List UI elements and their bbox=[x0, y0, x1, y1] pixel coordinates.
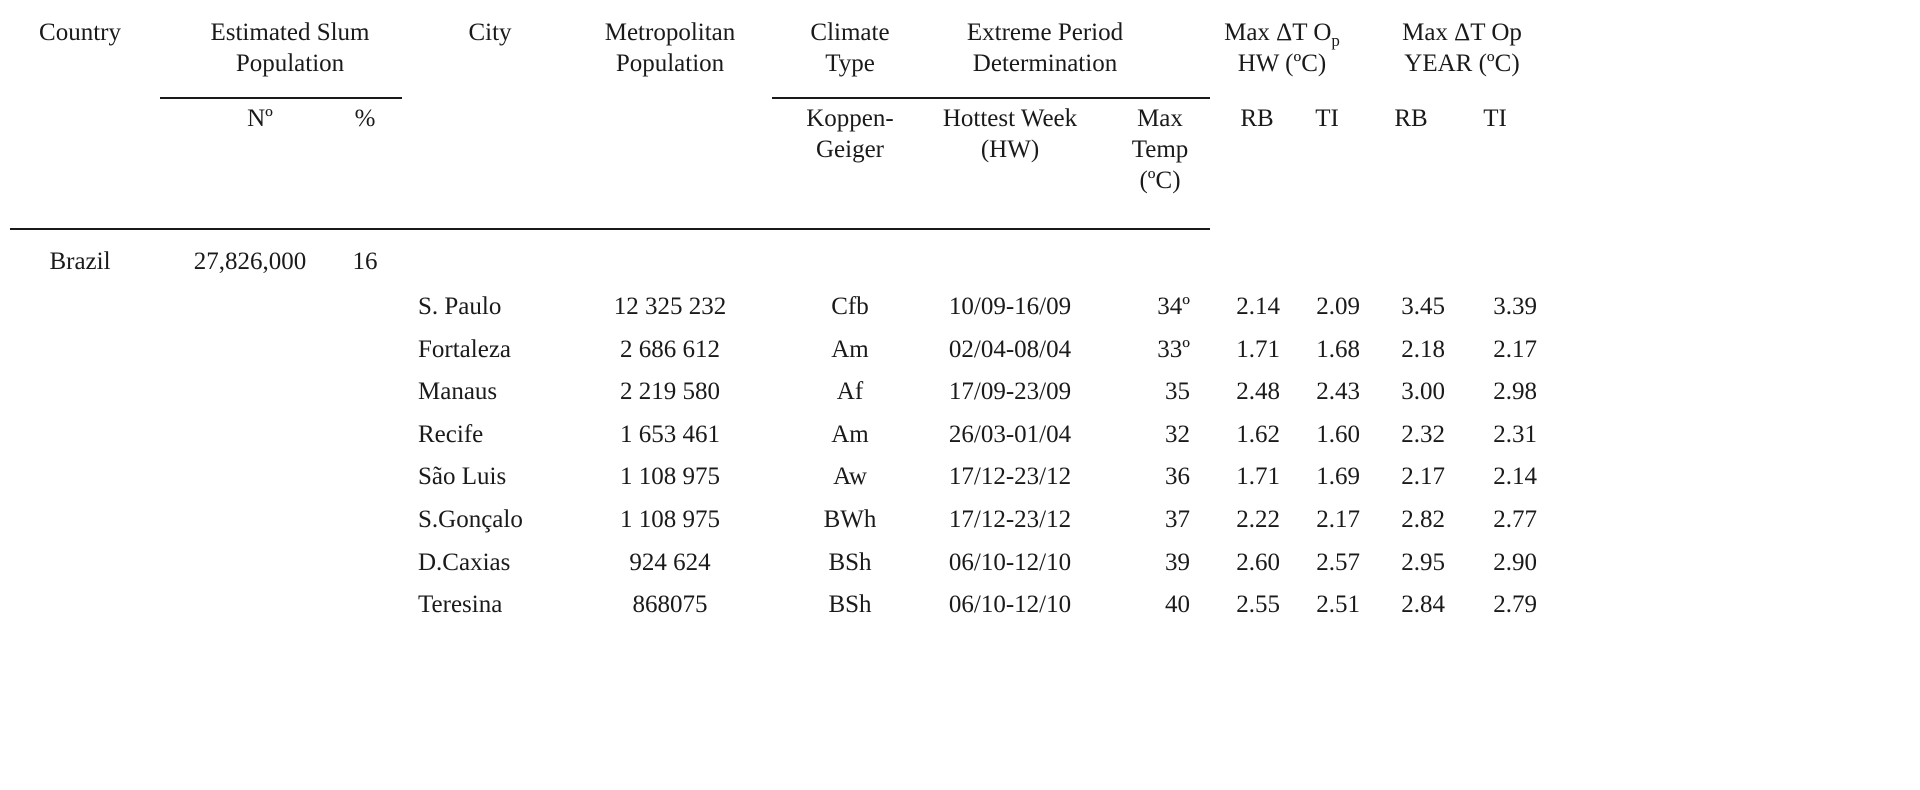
hottest-week: 26/03-01/04 bbox=[948, 421, 1072, 448]
year-ti-value: 2.77 bbox=[1493, 506, 1537, 533]
subheader-max-temp-line2: Temp bbox=[1131, 136, 1189, 163]
year-rb-value: 2.84 bbox=[1401, 591, 1445, 618]
metro-population: 2 219 580 bbox=[620, 378, 720, 405]
city-name: S. Paulo bbox=[418, 293, 502, 320]
subheader-year-ti bbox=[1460, 103, 1530, 134]
header-metro-population bbox=[580, 17, 760, 79]
subheader-number-text: Nº bbox=[247, 105, 273, 132]
hw-rb-value: 1.71 bbox=[1236, 336, 1280, 363]
rule-slum-population bbox=[160, 97, 402, 99]
year-ti-value: 2.31 bbox=[1493, 421, 1537, 448]
year-rb-value: 3.00 bbox=[1401, 378, 1445, 405]
subheader-percent bbox=[340, 103, 390, 134]
year-rb-value: 2.18 bbox=[1401, 336, 1445, 363]
max-temp: 40 bbox=[1165, 591, 1190, 618]
slum-number: 27,826,000 bbox=[193, 248, 307, 275]
subheader-koppen bbox=[775, 103, 925, 165]
header-max-dt-hw-subscript: p bbox=[1331, 31, 1340, 50]
header-max-dt-year bbox=[1372, 17, 1552, 79]
subheader-hw-rb-text: RB bbox=[1240, 105, 1274, 132]
hw-rb-value: 1.62 bbox=[1236, 421, 1280, 448]
header-country bbox=[20, 17, 140, 48]
year-rb-value: 2.17 bbox=[1401, 463, 1445, 490]
max-temp: 39 bbox=[1165, 549, 1190, 576]
max-temp: 37 bbox=[1165, 506, 1190, 533]
climate-type: Am bbox=[831, 336, 869, 363]
year-ti-value: 2.79 bbox=[1493, 591, 1537, 618]
subheader-hw-ti bbox=[1292, 103, 1362, 134]
climate-type: BSh bbox=[828, 549, 872, 576]
year-ti-value: 2.17 bbox=[1493, 336, 1537, 363]
climate-type: Am bbox=[831, 421, 869, 448]
metro-population: 1 653 461 bbox=[620, 421, 720, 448]
city-name: Recife bbox=[418, 421, 484, 448]
climate-type: Aw bbox=[833, 463, 867, 490]
hottest-week: 06/10-12/10 bbox=[948, 591, 1072, 618]
hw-ti-value: 2.51 bbox=[1316, 591, 1360, 618]
hw-rb-value: 2.22 bbox=[1236, 506, 1280, 533]
metro-population: 924 624 bbox=[629, 549, 711, 576]
subheader-koppen-line1: Koppen- bbox=[806, 105, 894, 132]
hw-rb-value: 2.48 bbox=[1236, 378, 1280, 405]
header-extreme-period bbox=[920, 17, 1170, 79]
hw-rb-value: 1.71 bbox=[1236, 463, 1280, 490]
max-temp: 36 bbox=[1165, 463, 1190, 490]
city-name: S.Gonçalo bbox=[418, 506, 523, 533]
subheader-max-temp-line1: Max bbox=[1137, 105, 1183, 132]
subheader-koppen-line2: Geiger bbox=[815, 136, 885, 163]
subheader-hw-ti-text: TI bbox=[1315, 105, 1339, 132]
hw-ti-value: 2.17 bbox=[1316, 506, 1360, 533]
metro-population: 2 686 612 bbox=[620, 336, 720, 363]
country-name: Brazil bbox=[49, 248, 111, 275]
subheader-hw-rb bbox=[1222, 103, 1292, 134]
hottest-week: 17/12-23/12 bbox=[948, 463, 1072, 490]
header-metro-population-line2: Population bbox=[615, 50, 725, 77]
header-climate-type-line2: Type bbox=[825, 50, 875, 77]
subheader-hottest-week-line2: (HW) bbox=[980, 136, 1040, 163]
hw-ti-value: 2.09 bbox=[1316, 293, 1360, 320]
climate-type: Af bbox=[836, 378, 864, 405]
subheader-number bbox=[190, 103, 330, 134]
slum-percent: 16 bbox=[352, 248, 378, 275]
subheader-hottest-week-line1: Hottest Week bbox=[942, 105, 1078, 132]
metro-population: 1 108 975 bbox=[620, 506, 720, 533]
max-temp: 34º bbox=[1157, 293, 1190, 320]
hottest-week: 17/09-23/09 bbox=[948, 378, 1072, 405]
header-city-text: City bbox=[468, 19, 512, 46]
subheader-year-ti-text: TI bbox=[1483, 105, 1507, 132]
city-name: São Luis bbox=[418, 463, 507, 490]
climate-type: BWh bbox=[823, 506, 877, 533]
header-climate-type bbox=[775, 17, 925, 79]
hw-rb-value: 2.14 bbox=[1236, 293, 1280, 320]
climate-type: Cfb bbox=[831, 293, 869, 320]
header-max-dt-hw bbox=[1212, 17, 1352, 79]
city-name: Manaus bbox=[418, 378, 498, 405]
climate-type: BSh bbox=[828, 591, 872, 618]
year-ti-value: 2.90 bbox=[1493, 549, 1537, 576]
hottest-week: 06/10-12/10 bbox=[948, 549, 1072, 576]
max-temp: 32 bbox=[1165, 421, 1190, 448]
hw-rb-value: 2.60 bbox=[1236, 549, 1280, 576]
header-metro-population-line1: Metropolitan bbox=[604, 19, 736, 46]
header-extreme-period-line2: Determination bbox=[972, 50, 1118, 77]
hw-ti-value: 1.68 bbox=[1316, 336, 1360, 363]
hottest-week: 02/04-08/04 bbox=[948, 336, 1072, 363]
header-country-text: Country bbox=[39, 19, 121, 46]
hw-ti-value: 2.57 bbox=[1316, 549, 1360, 576]
subheader-percent-text: % bbox=[354, 105, 376, 132]
metro-population: 12 325 232 bbox=[613, 293, 727, 320]
city-name: Teresina bbox=[418, 591, 503, 618]
subheader-max-temp-line3: (ºC) bbox=[1139, 167, 1181, 194]
header-extreme-period-line1: Extreme Period bbox=[966, 19, 1124, 46]
header-max-dt-hw-line2: HW (ºC) bbox=[1237, 50, 1327, 77]
year-rb-value: 2.82 bbox=[1401, 506, 1445, 533]
metro-population: 868075 bbox=[632, 591, 708, 618]
city-name: Fortaleza bbox=[418, 336, 512, 363]
city-name: D.Caxias bbox=[418, 549, 511, 576]
year-ti-value: 2.98 bbox=[1493, 378, 1537, 405]
header-slum-population-line2: Population bbox=[235, 50, 345, 77]
max-temp: 33º bbox=[1157, 336, 1190, 363]
hw-ti-value: 2.43 bbox=[1316, 378, 1360, 405]
metro-population: 1 108 975 bbox=[620, 463, 720, 490]
header-max-dt-year-line1: Max ΔT Op bbox=[1402, 19, 1522, 46]
hw-ti-value: 1.69 bbox=[1316, 463, 1360, 490]
header-slum-population bbox=[190, 17, 390, 79]
rule-header-bottom bbox=[10, 228, 1210, 230]
header-max-dt-hw-line1 bbox=[1212, 17, 1352, 48]
hottest-week: 10/09-16/09 bbox=[948, 293, 1072, 320]
subheader-max-temp bbox=[1110, 103, 1210, 196]
max-temp: 35 bbox=[1165, 378, 1190, 405]
subheader-hottest-week bbox=[920, 103, 1100, 165]
header-max-dt-year-line2: YEAR (ºC) bbox=[1404, 50, 1520, 77]
hottest-week: 17/12-23/12 bbox=[948, 506, 1072, 533]
rule-extreme-period bbox=[772, 97, 1210, 99]
header-max-dt-hw-line1-text: Max ΔT O bbox=[1224, 19, 1332, 46]
hw-ti-value: 1.60 bbox=[1316, 421, 1360, 448]
year-ti-value: 2.14 bbox=[1493, 463, 1537, 490]
header-slum-population-line1: Estimated Slum bbox=[210, 19, 370, 46]
header-climate-type-line1: Climate bbox=[810, 19, 890, 46]
year-rb-value: 2.95 bbox=[1401, 549, 1445, 576]
subheader-year-rb bbox=[1376, 103, 1446, 134]
header-city bbox=[430, 17, 550, 48]
hw-rb-value: 2.55 bbox=[1236, 591, 1280, 618]
subheader-year-rb-text: RB bbox=[1394, 105, 1428, 132]
year-rb-value: 3.45 bbox=[1401, 293, 1445, 320]
year-rb-value: 2.32 bbox=[1401, 421, 1445, 448]
year-ti-value: 3.39 bbox=[1493, 293, 1537, 320]
